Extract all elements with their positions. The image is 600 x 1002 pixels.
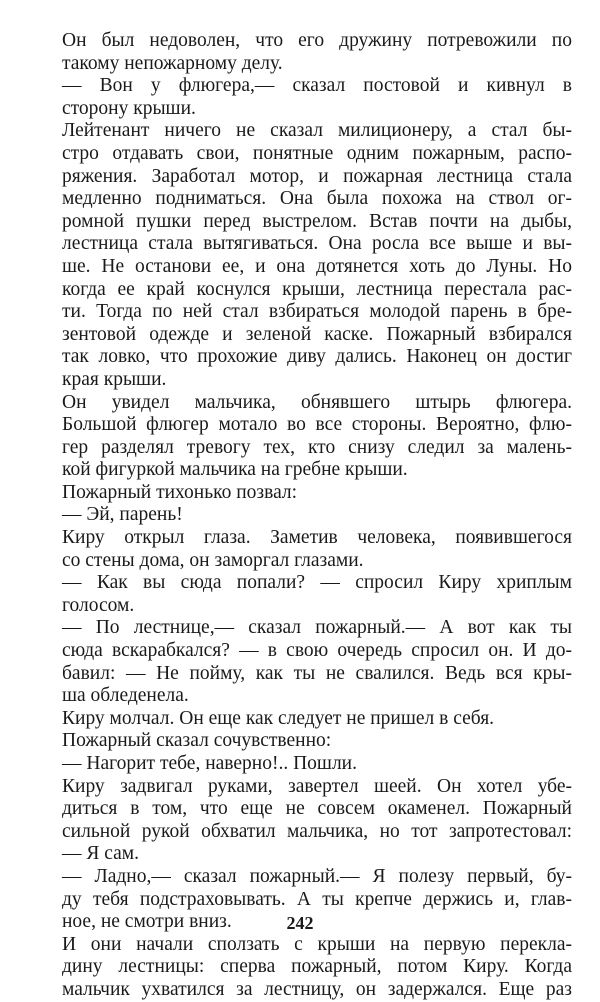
text-line: ромной пушки перед выстрелом. Встав почти на дыбы, — [62, 210, 572, 232]
text-line: ряжения. Заработал мотор, и пожарная лестница стала — [62, 165, 572, 187]
text-line: ное, не смотри вниз. — [62, 911, 232, 933]
text-line: — По лестнице,— сказал пожарный.— А вот как ты — [62, 617, 572, 639]
text-line: — Я сам. — [62, 843, 140, 865]
text-line: Киру открыл глаза. Заметив человека, появившегося — [62, 527, 572, 549]
text-line: — Ладно,— сказал пожарный.— Я полезу первый, бу- — [62, 865, 572, 887]
text-line: медленно подниматься. Она была похожа на ствол ог- — [62, 188, 572, 210]
text-line: диться в том, что еще не совсем окаменел. Пожарный — [62, 798, 572, 820]
text-line: голосом. — [62, 594, 135, 616]
text-line: лестница стала вытягиваться. Она росла все выше и вы- — [62, 233, 572, 255]
text-line: гер разделял тревогу тех, кто снизу следил за малень- — [62, 436, 572, 458]
text-line: Пожарный тихонько позвал: — [62, 481, 298, 503]
text-line: дину лестницы: сперва пожарный, потом Киру. Когда — [62, 956, 572, 978]
text-line: сюда вскарабкался? — в свою очередь спросил он. И до- — [62, 640, 572, 662]
text-line: стро отдавать свои, понятные одним пожарным, распо- — [62, 142, 572, 164]
text-line: ше. Не останови ее, и она дотянется хоть до Луны. Но — [62, 255, 572, 277]
text-line: зентовой одежде и зеленой каске. Пожарный взбирался — [62, 323, 572, 345]
text-line: — Вон у флюгера,— сказал постовой и кивнул в — [62, 75, 572, 97]
text-line: ду тебя подстраховывать. А ты крепче держись и, глав- — [62, 888, 572, 910]
text-line: Киру задвигал руками, завертел шеей. Он хотел убе- — [62, 775, 572, 797]
text-line: ти. Тогда по ней стал взбираться молодой парень в бре- — [62, 301, 572, 323]
body-text — [62, 30, 572, 1002]
text-line: края крыши. — [62, 368, 167, 390]
text-line: сильной рукой обхватил мальчика, но тот запротестовал: — [62, 820, 572, 842]
text-line: когда ее край коснулся крыши, лестница перестала рас- — [62, 278, 572, 300]
text-line: Большой флюгер мотало во все стороны. Вероятно, флю- — [62, 414, 572, 436]
page-number: 242 — [286, 913, 314, 933]
text-line: Он увидел мальчика, обнявшего штырь флюгера. — [62, 391, 572, 413]
text-line: ша обледенела. — [62, 685, 189, 707]
text-line: бавил: — Не пойму, как ты не свалился. Ведь вся кры- — [62, 662, 572, 684]
text-line: мальчик ухватился за лестницу, он задержался. Еще раз — [62, 978, 572, 1000]
text-line: И они начали сползать с крыши на первую перекла- — [62, 933, 572, 955]
text-line: сторону крыши. — [62, 97, 196, 119]
text-line: кой фигуркой мальчика на гребне крыши. — [62, 459, 408, 481]
text-line: Лейтенант ничего не сказал милиционеру, а стал бы- — [62, 120, 572, 142]
text-line: Киру молчал. Он еще как следует не пришел в себя. — [62, 707, 495, 729]
text-line: — Эй, парень! — [62, 504, 183, 526]
text-line: Пожарный сказал сочувственно: — [62, 730, 332, 752]
text-line: такому непожарному делу. — [62, 52, 283, 74]
text-line: со стены дома, он заморгал глазами. — [62, 549, 364, 571]
text-line: так ловко, что прохожие диву дались. Наконец он достиг — [62, 346, 572, 368]
text-line: — Нагорит тебе, наверно!.. Пошли. — [62, 753, 357, 774]
text-line: — Как вы сюда попали? — спросил Киру хриплым — [62, 572, 572, 594]
text-line: Он был недоволен, что его дружину потревожили по — [62, 30, 572, 51]
